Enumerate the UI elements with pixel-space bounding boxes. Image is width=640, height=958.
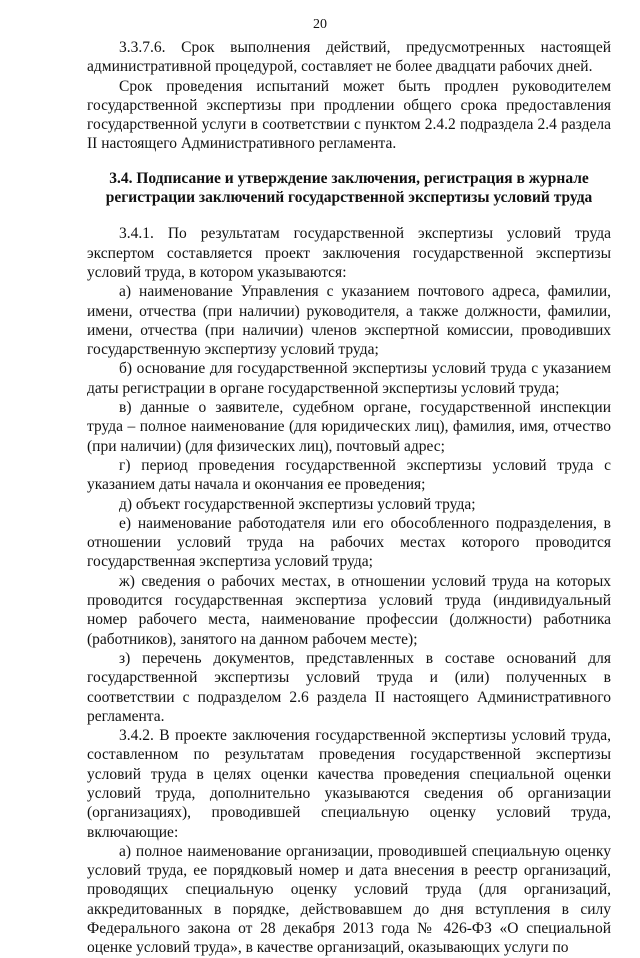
paragraph-3-3-7-6: 3.3.7.6. Срок выполнения действий, предусмотренных настоящей административной процедурой, составляет не более двадцати рабочих дней.: [87, 39, 611, 76]
document-body: [87, 38, 611, 958]
section-heading-line-1: 3.4. Подписание и утверждение заключения, регистрация в журнале: [109, 169, 589, 187]
list-item-b: б) основание для государственной экспертизы условий труда с указанием даты регистрации в органе государственной экспертизы условий труда;: [87, 360, 611, 397]
list-item-d: д) объект государственной экспертизы условий труда;: [119, 495, 476, 513]
paragraph-extension-note: Срок проведения испытаний может быть продлен руководителем государственной экспертизы при продлении общего срока предоставления государственной услуги в соответствии с пунктом 2.4.2 подраздела 2.4 раздела II настоящего Административного регламента.: [87, 77, 611, 153]
page-number: 20: [313, 17, 327, 32]
list-item-e: е) наименование работодателя или его обособленного подразделения, в отношении условий труда на рабочих местах которого проводится государственная экспертиза условий труда;: [87, 514, 611, 571]
paragraph-3-4-1: 3.4.1. По результатам государственной экспертизы условий труда экспертом составляется проект заключения государственной экспертизы условий труда, в котором указываются:: [87, 225, 611, 281]
list-item-z: з) перечень документов, представленных в составе оснований для государственной экспертизы условий труда и (или) полученных в соответствии с подразделом 2.6 раздела II настоящего Административного регламента.: [87, 649, 611, 725]
list-item-a: а) наименование Управления с указанием почтового адреса, фамилии, имени, отчества (при наличии) руководителя, а также должности, фамилии, имени, отчества (при наличии) членов экспертной комиссии, проводивших государственную экспертизу условий труда;: [87, 283, 611, 359]
paragraph-3-4-2: 3.4.2. В проекте заключения государственной экспертизы условий труда, составленном по результатам проведения государственной экспертизы условий труда в целях оценки качества проведения специальной оценки условий труда, дополнительно указываются сведения об организации (организациях), проводившей специальную оценку условий труда, включающие:: [87, 727, 611, 841]
section-heading-3-4: [87, 169, 611, 208]
list-item-g: г) период проведения государственной экспертизы условий труда с указанием даты начала и окончания ее проведения;: [87, 456, 611, 494]
section-heading-line-2: регистрации заключений государственной экспертизы условий труда: [105, 189, 593, 207]
list-item-zh: ж) сведения о рабочих местах, в отношении условий труда на которых проводится государственная экспертиза условий труда (индивидуальный номер рабочего места, наименование профессии (должности) работника (работников), занятого на данном рабочем месте);: [87, 572, 611, 648]
list-item-v: в) данные о заявителе, судебном органе, государственной инспекции труда – полное наименование (для юридических лиц), фамилия, имя, отчество (при наличии) (для физических лиц), почтовый адрес;: [87, 399, 611, 455]
list-item-a-second: а) полное наименование организации, проводившей специальную оценку условий труда, ее порядковый номер и дата внесения в реестр организаций, проводящих специальную оценку условий труда (для организаций, аккредитованных в порядке, действовавшем до дня вступления в силу Федерального закона от 28 декабря 2013 года № 426-ФЗ «О специальной оценке условий труда», в качестве организаций, оказывающих услуги по: [87, 842, 611, 957]
